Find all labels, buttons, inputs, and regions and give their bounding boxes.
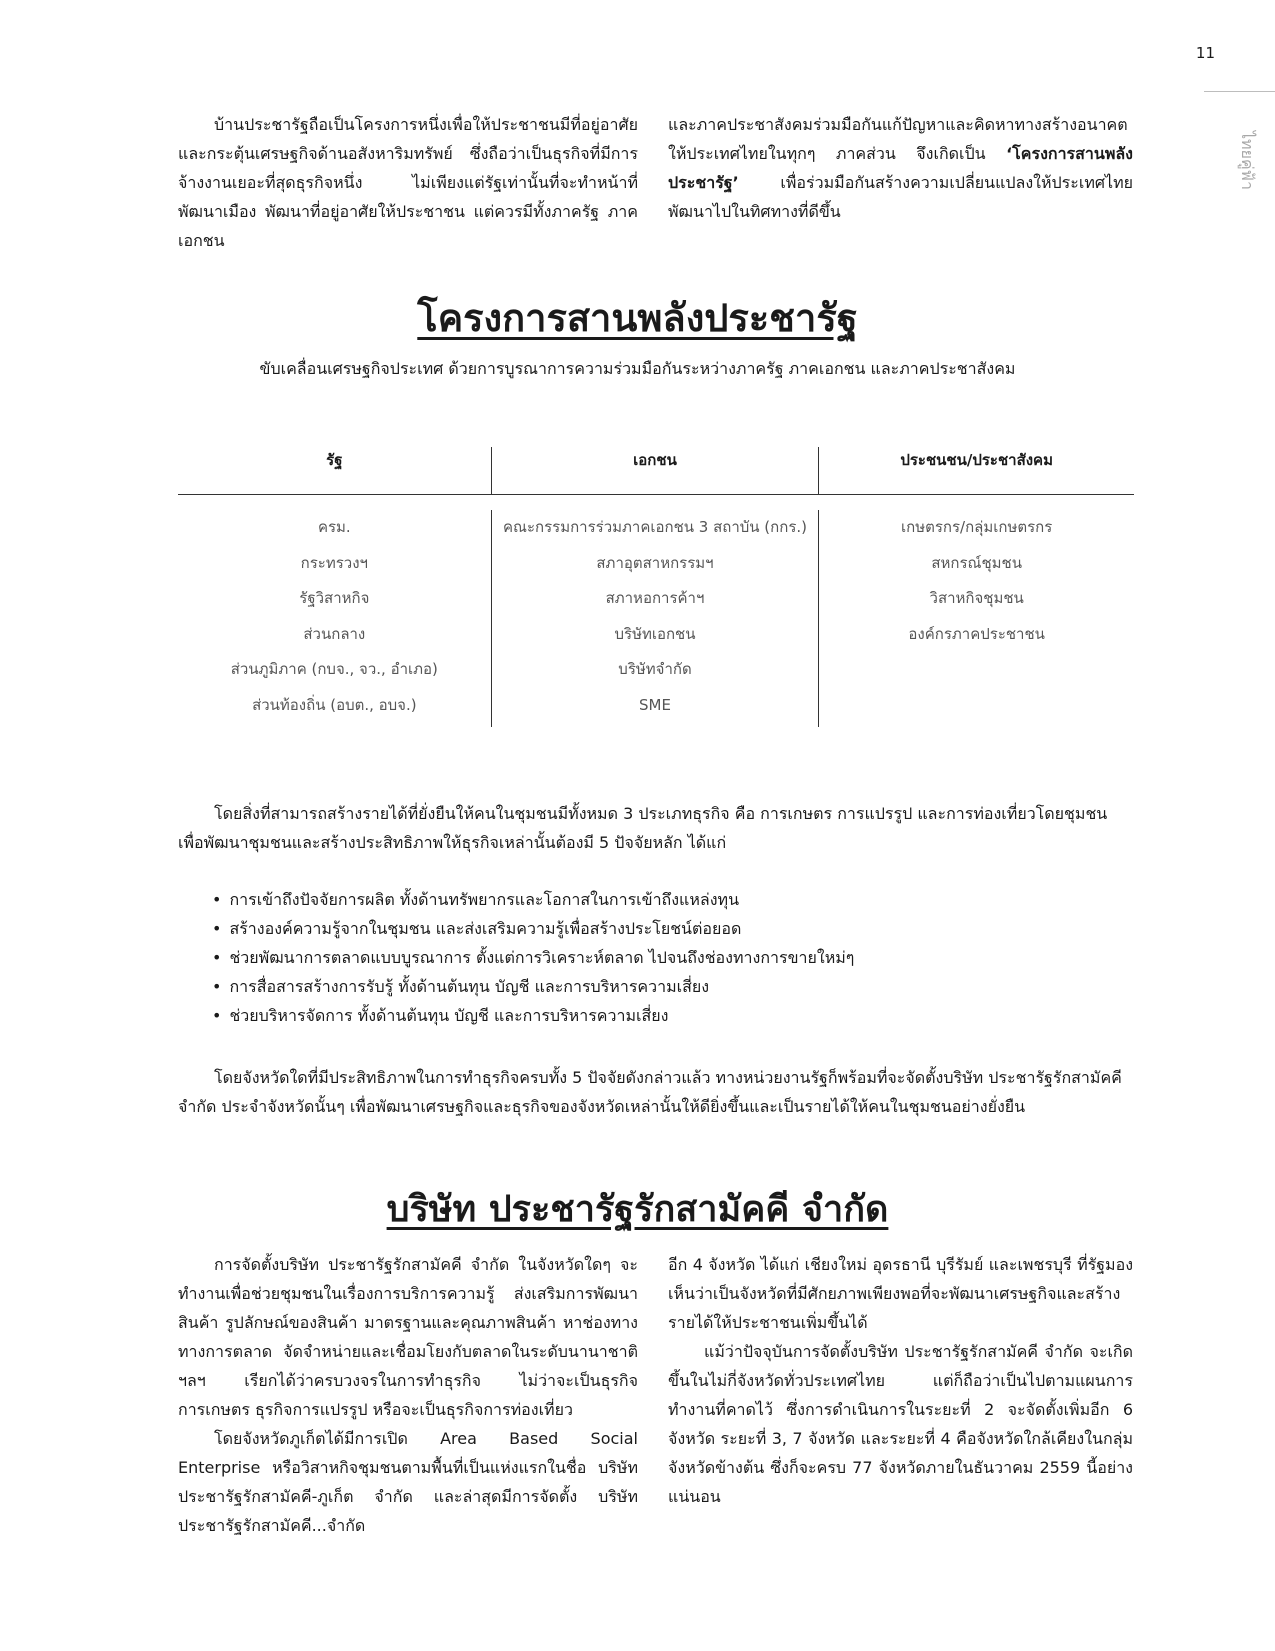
factors-intro <box>178 799 1134 857</box>
table-cell: ส่วนภูมิภาค (กบจ., จว., อำเภอ) <box>230 660 438 678</box>
company-paragraph: โดยจังหวัดภูเก็ตได้มีการเปิด Area Based Social Enterprise หรือวิสาหกิจชุมชนตามพื้นที่เป็นแห่งแรกในชื่อ บริษัท ประชารัฐรักสามัคคี-ภูเก็ต จำกัด และล่าสุดมีการจัดตั้ง บริษัท ประชารัฐรักสามัคคี...จำกัด <box>178 1429 638 1535</box>
list-item: • ช่วยบริหารจัดการ ทั้งด้านต้นทุน บัญชี และการบริหารความเสี่ยง <box>212 1001 854 1030</box>
table-cell: SME <box>639 695 671 714</box>
table-cell: กระทรวงฯ <box>300 553 368 572</box>
factors-list <box>212 885 854 1030</box>
table-cell: ส่วนกลาง <box>303 624 366 643</box>
table-cell: บริษัทจำกัด <box>618 660 692 678</box>
state-column <box>178 510 491 727</box>
page-number: 11 <box>1195 44 1215 62</box>
table-cell: สภาอุตสาหกรรมฯ <box>596 553 714 572</box>
company-paragraph: แม้ว่าปัจจุบันการจัดตั้งบริษัท ประชารัฐรักสามัคคี จำกัด จะเกิดขึ้นในไม่กี่จังหวัดทั่วประเทศไทย แต่ก็ถือว่าเป็นไปตามแผนการทำงานที่คาดไว้ ซึ่งการดำเนินการในระยะที่ 2 จะจัดตั้งเพิ่มอีก 6 จังหวัด ระยะที่ 3, 7 จังหวัด และระยะที่ 4 คือจังหวัดใกล้เคียงในกลุ่มจังหวัดข้างต้น ซึ่งก็จะครบ 77 จังหวัดภายในธันวาคม 2559 นี้อย่างแน่นอน <box>668 1342 1133 1506</box>
table-body <box>178 495 1134 727</box>
intro-right-paragraph <box>668 110 1133 226</box>
header-private: เอกชน <box>491 447 819 494</box>
table-header-row <box>178 447 1134 495</box>
table-cell: คณะกรรมการร่วมภาคเอกชน 3 สถาบัน (กกร.) <box>503 518 807 536</box>
table-cell: สภาหอการค้าฯ <box>605 589 705 607</box>
list-item: • สร้างองค์ความรู้จากในชุมชน และส่งเสริมความรู้เพื่อสร้างประโยชน์ต่อยอด <box>212 914 854 943</box>
company-intro <box>178 1063 1134 1121</box>
header-civil: ประชนชน/ประชาสังคม <box>818 447 1134 494</box>
header-state: รัฐ <box>326 451 343 469</box>
table-cell: สหกรณ์ชุมชน <box>931 553 1022 572</box>
list-item: • การเข้าถึงปัจจัยการผลิต ทั้งด้านทรัพยากรและโอกาสในการเข้าถึงแหล่งทุน <box>212 885 854 914</box>
table-cell: รัฐวิสาหกิจ <box>299 589 370 607</box>
table-cell: องค์กรภาคประชาชน <box>908 624 1045 643</box>
section-heading-project: โครงการสานพลังประชารัฐ <box>417 296 858 340</box>
table-cell: ครม. <box>317 518 351 536</box>
intro-right-text-b: เพื่อร่วมมือกันสร้างความเปลี่ยนแปลงให้ประเทศไทยพัฒนาไปในทิศทางที่ดีขึ้น <box>668 173 1133 221</box>
intro-left-paragraph: บ้านประชารัฐถือเป็นโครงการหนึ่งเพื่อให้ประชาชนมีที่อยู่อาศัย และกระตุ้นเศรษฐกิจด้านอสังหาริมทรัพย์ ซึ่งถือว่าเป็นธุรกิจที่มีการจ้างงานเยอะที่สุดธุรกิจหนึ่ง ไม่เพียงแต่รัฐเท่านั้นที่จะทำหน้าที่พัฒนาเมือง พัฒนาที่อยู่อาศัยให้ประชาชน แต่ควรมีทั้งภาครัฐ ภาคเอกชน <box>178 115 638 250</box>
intro-left-column <box>178 110 638 255</box>
table-cell: วิสาหกิจชุมชน <box>929 589 1024 607</box>
table-cell: บริษัทเอกชน <box>614 624 696 643</box>
section-subtitle: ขับเคลื่อนเศรษฐกิจประเทศ ด้วยการบูรณาการความร่วมมือกันระหว่างภาครัฐ ภาคเอกชน และภาคประชาสังคม <box>259 359 1016 378</box>
list-item: • การสื่อสารสร้างการรับรู้ ทั้งด้านต้นทุน บัญชี และการบริหารความเสี่ยง <box>212 972 854 1001</box>
factors-intro-paragraph: โดยสิ่งที่สามารถสร้างรายได้ที่ยั่งยืนให้คนในชุมชนมีทั้งหมด 3 ประเภทธุรกิจ คือ การเกษตร การแปรรูป และการท่องเที่ยวโดยชุมชน เพื่อพัฒนาชุมชนและสร้างประสิทธิภาพให้ธุรกิจเหล่านั้นต้องมี 5 ปัจจัยหลัก ได้แก่ <box>178 804 1108 852</box>
list-item: • ช่วยพัฒนาการตลาดแบบบูรณาการ ตั้งแต่การวิเคราะห์ตลาด ไปจนถึงช่องทางการขายใหม่ๆ <box>212 943 854 972</box>
side-divider <box>1204 91 1275 92</box>
civil-column <box>818 510 1134 727</box>
company-right-column <box>668 1250 1133 1511</box>
private-column <box>491 510 819 727</box>
company-paragraph: การจัดตั้งบริษัท ประชารัฐรักสามัคคี จำกัด ในจังหวัดใดๆ จะทำงานเพื่อช่วยชุมชนในเรื่องการบริการความรู้ ส่งเสริมการพัฒนาสินค้า รูปลักษณ์ของสินค้า มาตรฐานและคุณภาพสินค้า หาช่องทางทางการตลาด จัดจำหน่ายและเชื่อมโยงกับตลาดในระดับนานาชาติ ฯลฯ เรียกได้ว่าครบวงจรในการทำธุรกิจ ไม่ว่าจะเป็นธุรกิจการเกษตร ธุรกิจการแปรรูป หรือจะเป็นธุรกิจการท่องเที่ยว <box>178 1255 638 1419</box>
company-paragraph: อีก 4 จังหวัด ได้แก่ เชียงใหม่ อุดรธานี บุรีรัมย์ และเพชรบุรี ที่รัฐมองเห็นว่าเป็นจังหวัดที่มีศักยภาพเพียงพอที่จะพัฒนาเศรษฐกิจและสร้างรายได้ให้ประชาชนเพิ่มขึ้นได้ <box>668 1255 1133 1332</box>
section-heading-company: บริษัท ประชารัฐรักสามัคคี จำกัด <box>386 1189 889 1230</box>
side-section-label: ไทยคู่ฟ้า <box>1237 131 1257 190</box>
company-intro-paragraph: โดยจังหวัดใดที่มีประสิทธิภาพในการทำธุรกิจครบทั้ง 5 ปัจจัยดังกล่าวแล้ว ทางหน่วยงานรัฐก็พร้อมที่จะจัดตั้งบริษัท ประชารัฐรักสามัคคี จำกัด ประจำจังหวัดนั้นๆ เพื่อพัฒนาเศรษฐกิจและธุรกิจของจังหวัดเหล่านั้นให้ดียิ่งขึ้นและเป็นรายได้ให้คนในชุมชนอย่างยั่งยืน <box>178 1068 1122 1116</box>
intro-right-text-a: และภาคประชาสังคมร่วมมือกันแก้ปัญหาและคิดหาทางสร้างอนาคตให้ประเทศไทยในทุกๆ ภาคส่วน จึงเกิดเป็น <box>668 115 1128 163</box>
project-name-highlight: ‘โครงการสานพลังประชารัฐ’ <box>668 144 1133 192</box>
intro-right-column <box>668 110 1133 226</box>
sector-table <box>178 447 1134 727</box>
table-cell: ส่วนท้องถิ่น (อบต., อบจ.) <box>252 695 417 714</box>
table-cell: เกษตรกร/กลุ่มเกษตรกร <box>901 518 1053 536</box>
company-left-column <box>178 1250 638 1540</box>
